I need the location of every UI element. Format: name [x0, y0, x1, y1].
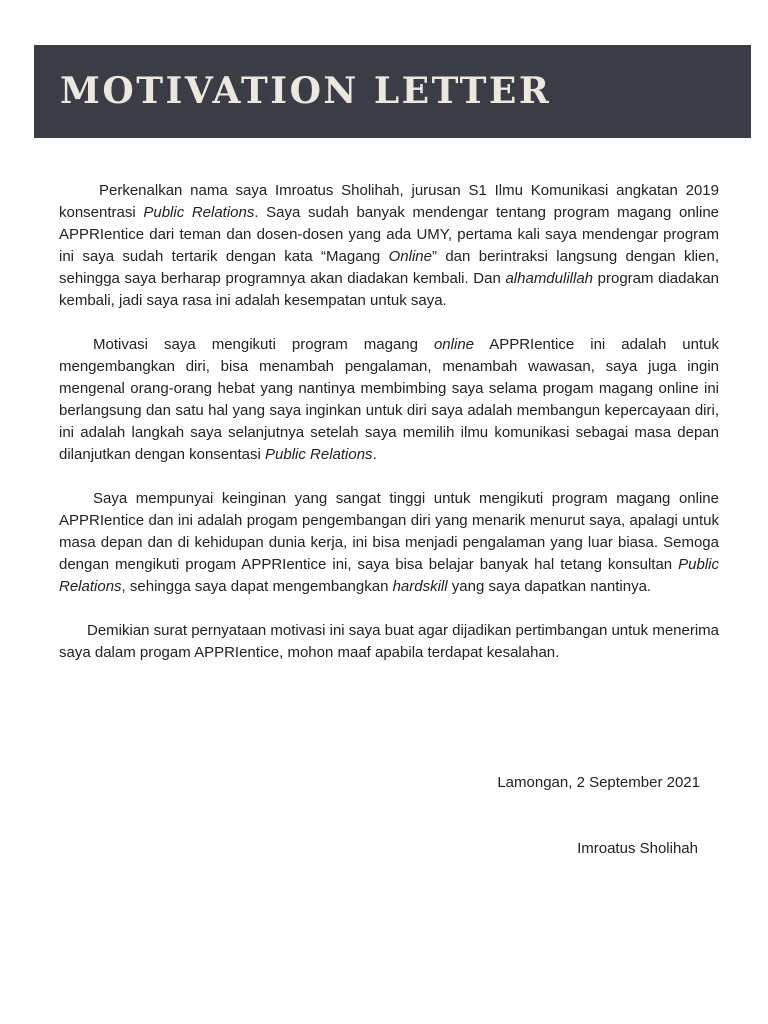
paragraph-1-italic-alhamdulillah: alhamdulillah	[505, 270, 594, 287]
paragraph-1-text: Perkenalkan nama saya Imroatus Sholihah, jurusan S1 Ilmu Komunikasi angkatan 2019 konsentrasi	[59, 182, 719, 221]
paragraph-4	[59, 620, 719, 664]
paragraph-1-italic-online: Online	[388, 248, 432, 265]
paragraph-2	[59, 334, 719, 466]
paragraph-1-italic-public-relations: Public Relations	[143, 204, 255, 221]
paragraph-3-italic-hardskill: hardskill	[392, 578, 448, 595]
paragraph-1	[59, 180, 719, 312]
paragraph-2-italic-public-relations: Public Relations	[265, 446, 373, 463]
paragraph-1-text: . Saya sudah banyak mendengar tentang program magang online APPRIentice dari teman dan dosen-dosen yang ada UMY, pertama kali saya mendengar program ini saya sudah tertarik dengan kata “Magang	[59, 204, 719, 265]
paragraph-3-text: Saya mempunyai keinginan yang sangat tinggi untuk mengikuti program magang online APPRIentice dan ini adalah progam pengembangan diri yang menarik menurut saya, apalagi untuk masa depan dan di kehidupan dunia kerja, ini bisa menjadi pengalaman yang luar biasa. Semoga dengan mengikuti progam APPRIentice ini, saya bisa belajar banyak hal tetang konsultan	[59, 490, 719, 573]
paragraph-3-italic-public-relations: Public Relations	[59, 556, 719, 595]
paragraph-2-text: Motivasi saya mengikuti program magang	[93, 336, 434, 353]
signatory-name: Imroatus Sholihah	[577, 840, 698, 857]
paragraph-2-text: APPRIentice ini adalah untuk mengembangkan diri, bisa menambah pengalaman, menambah wawasan, saya juga ingin mengenal orang-orang hebat yang nantinya membimbing saya selama progam magang online ini berlangsung dan satu hal yang saya inginkan untuk diri saya adalah membangun kepercayaan diri, ini adalah langkah saya selanjutnya setelah saya memilih ilmu komunikasi sebagai masa depan dilanjutkan dengan konsentasi	[59, 336, 719, 463]
letter-body	[59, 180, 719, 686]
document-title: MOTIVATION LETTER	[60, 70, 552, 112]
paragraph-2-text: .	[372, 446, 377, 463]
paragraph-1-text: program diadakan kembali, jadi saya rasa ini adalah kesempatan untuk saya.	[59, 270, 720, 309]
paragraph-3-text: , sehingga saya dapat mengembangkan	[121, 578, 393, 595]
title-banner	[34, 45, 751, 138]
paragraph-3-text: yang saya dapatkan nantinya.	[447, 578, 652, 595]
paragraph-4-text: Demikian surat pernyataan motivasi ini saya buat agar dijadikan pertimbangan untuk menerima saya dalam progam APPRIentice, mohon maaf apabila terdapat kesalahan.	[59, 622, 720, 661]
paragraph-2-italic-online: online	[433, 336, 475, 353]
paragraph-1-text: ” dan berintraksi langsung dengan klien, sehingga saya berharap programnya akan diadakan kembali. Dan	[59, 248, 719, 287]
place-and-date: Lamongan, 2 September 2021	[497, 774, 700, 791]
paragraph-3	[59, 488, 719, 598]
